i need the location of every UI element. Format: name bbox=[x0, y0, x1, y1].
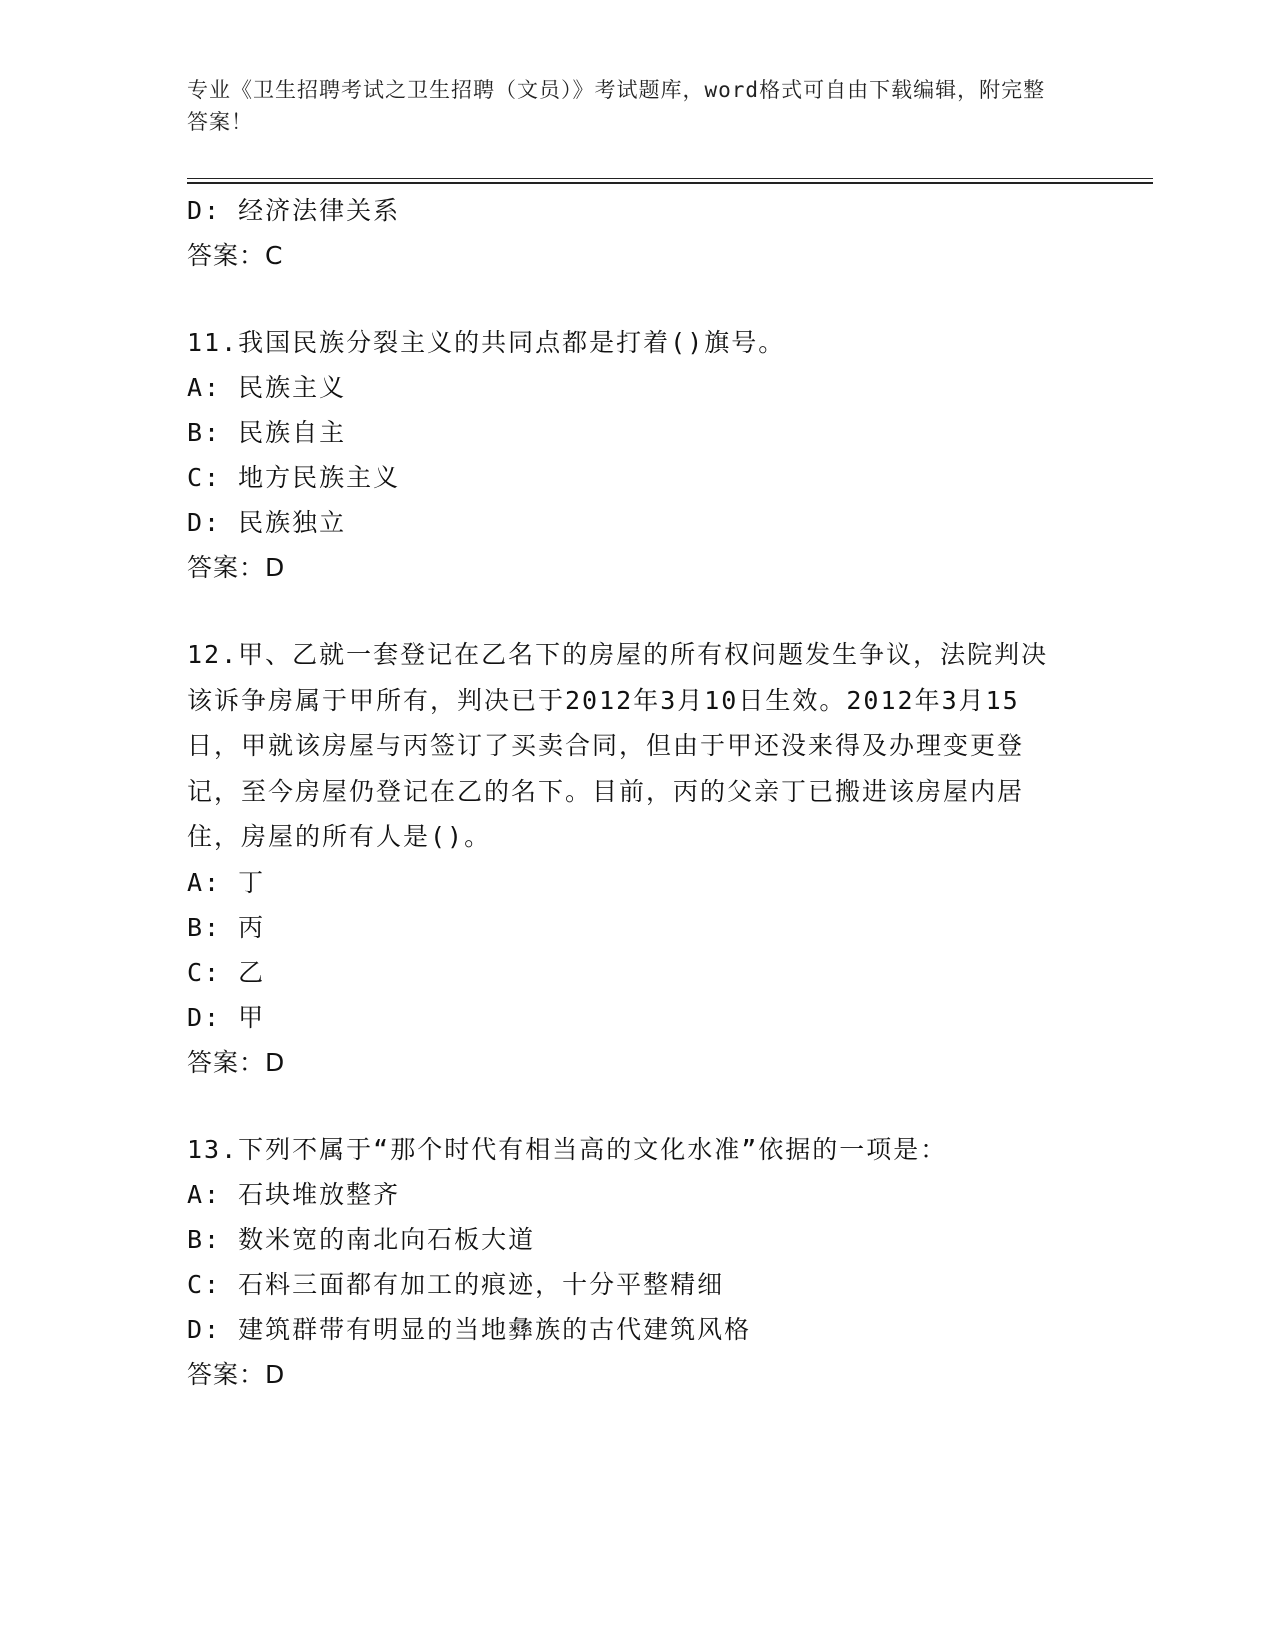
spacer bbox=[187, 278, 1087, 320]
question-list bbox=[187, 188, 1087, 1397]
question-stem: 13.下列不属于“那个时代有相当高的文化水准”依据的一项是： bbox=[187, 1134, 948, 1164]
option-d: D: 甲 bbox=[187, 1002, 266, 1032]
question-12 bbox=[187, 632, 1087, 1085]
option-d: D: 经济法律关系 bbox=[187, 196, 401, 225]
header-rule-thick bbox=[187, 182, 1153, 184]
question-stem: 11.我国民族分裂主义的共同点都是打着()旗号。 bbox=[187, 328, 786, 357]
header-rule-thin bbox=[187, 178, 1153, 179]
option-c: C: 乙 bbox=[187, 957, 266, 987]
answer-line: 答案：D bbox=[187, 1047, 286, 1077]
option-a: A: 石块堆放整齐 bbox=[187, 1179, 401, 1209]
question-13 bbox=[187, 1127, 1087, 1397]
spacer bbox=[187, 590, 1087, 632]
answer-line: 答案：D bbox=[187, 553, 286, 582]
header-text: 专业《卫生招聘考试之卫生招聘（文员）》考试题库，word格式可自由下载编辑，附完整答案！ bbox=[187, 78, 1046, 134]
option-b: B: 丙 bbox=[187, 912, 266, 942]
answer-line: 答案：D bbox=[187, 1359, 286, 1389]
question-11 bbox=[187, 320, 1087, 590]
option-b: B: 数米宽的南北向石板大道 bbox=[187, 1224, 536, 1254]
option-c: C: 地方民族主义 bbox=[187, 463, 401, 492]
option-a: A: 民族主义 bbox=[187, 373, 347, 402]
option-d: D: 建筑群带有明显的当地彝族的古代建筑风格 bbox=[187, 1314, 752, 1344]
spacer bbox=[187, 1085, 1087, 1127]
answer-line: 答案：C bbox=[187, 241, 284, 270]
question-stem: 12.甲、乙就一套登记在乙名下的房屋的所有权问题发生争议，法院判决该诉争房属于甲所有，判决已于2012年3月10日生效。2012年3月15日，甲就该房屋与丙签订了买卖合同，但由于甲还没来得及办理变更登记，至今房屋仍登记在乙的名下。目前，丙的父亲丁已搬进该房屋内居住，房屋的所有人是()。 bbox=[187, 640, 1049, 851]
option-a: A: 丁 bbox=[187, 867, 266, 897]
option-d: D: 民族独立 bbox=[187, 508, 347, 537]
page-header bbox=[187, 74, 1067, 138]
option-b: B: 民族自主 bbox=[187, 418, 347, 447]
option-c: C: 石料三面都有加工的痕迹，十分平整精细 bbox=[187, 1269, 725, 1299]
